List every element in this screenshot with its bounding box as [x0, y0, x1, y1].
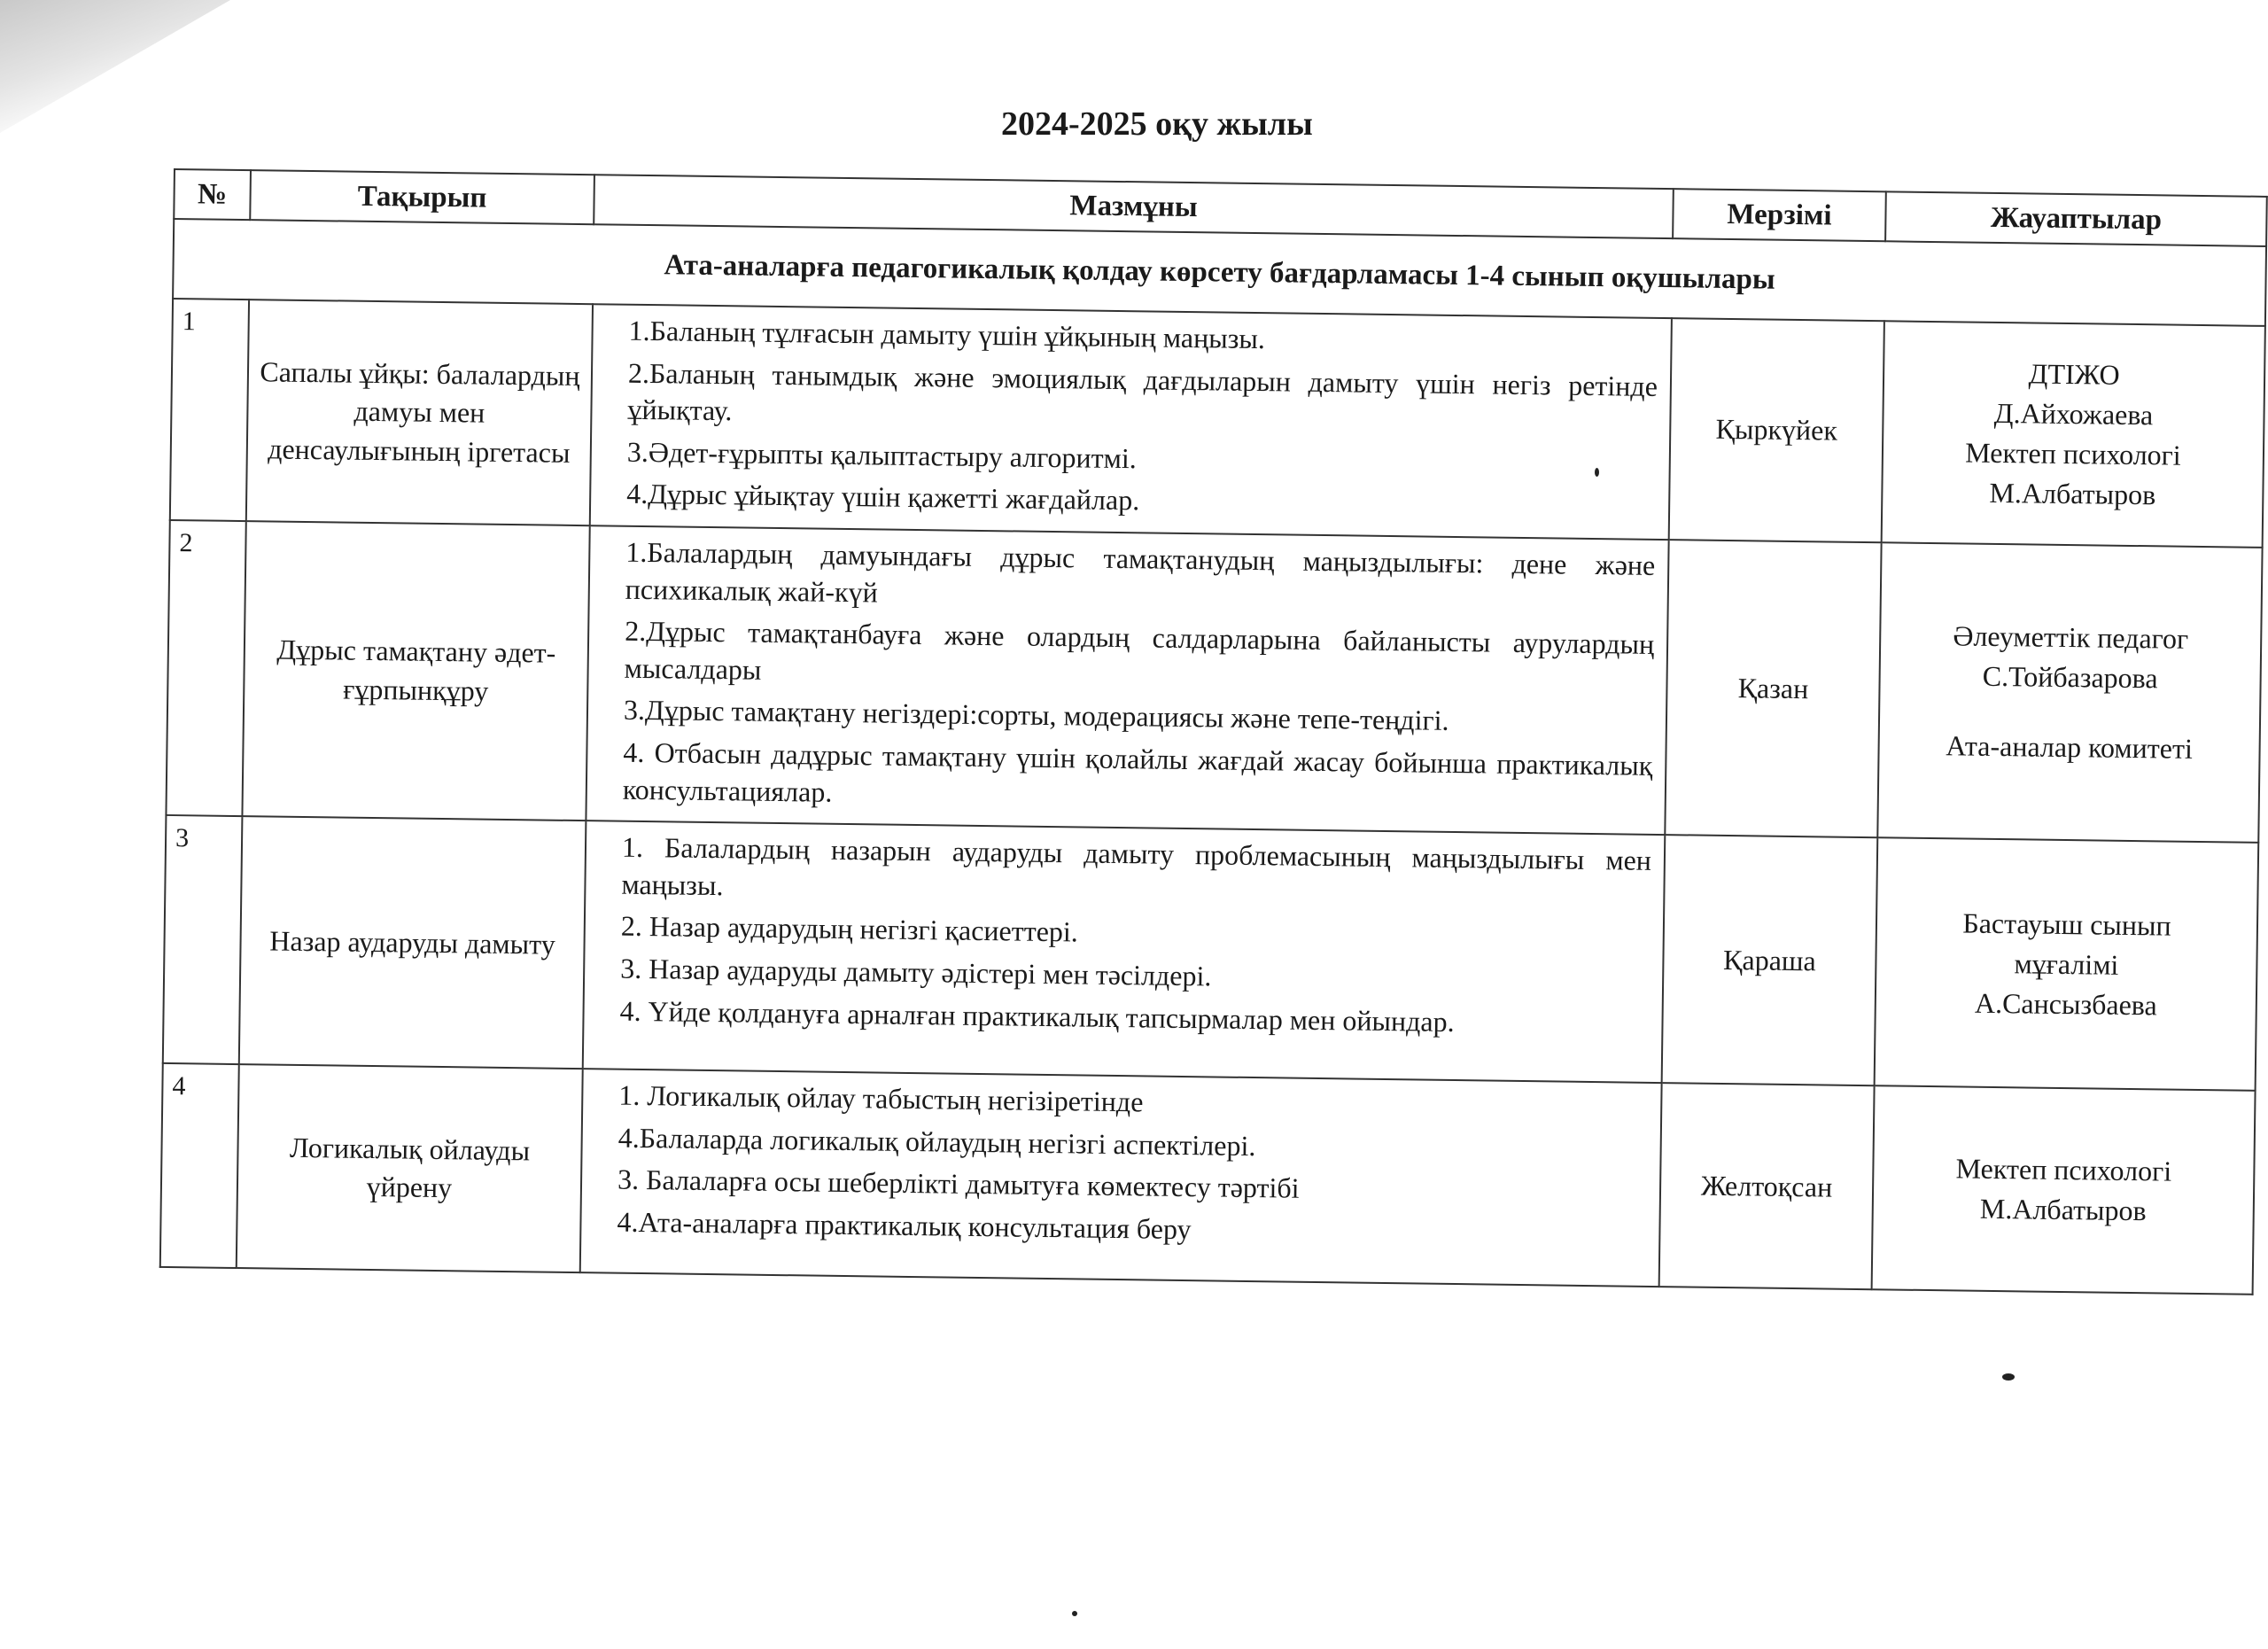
scan-speck: [1072, 1611, 1077, 1616]
row-responsible: [1882, 321, 2265, 548]
content-item: 4. Үйде қолдануға арналған практикалық тапсырмалар мен ойындар.: [619, 994, 1455, 1038]
table-row: [166, 520, 2262, 843]
row-term: Қараша: [1662, 835, 1878, 1085]
row-responsible: [1877, 542, 2262, 843]
section-title: Ата-аналарға педагогикалық қолдау көрсету бағдарламасы 1-4 сынып оқушылары: [173, 219, 2266, 326]
scan-speck: [2002, 1373, 2015, 1381]
content-item: 2. Назар аударудың негізгі қасиеттері.: [620, 909, 1079, 948]
content-item: 1. Балалардың назарын аударуды дамыту проблемасының маңыздылығы мен маңызы.: [621, 830, 1652, 901]
table-row: [170, 299, 2265, 548]
responsible-line: ДТІЖО: [2028, 357, 2120, 392]
responsible-line: М.Албатыров: [1989, 476, 2156, 511]
header-topic: Тақырып: [250, 170, 594, 224]
header-term: Мерзімі: [1673, 189, 1886, 241]
row-topic: Сапалы ұйқы: балалардың дамуы мен денсаулығының іргетасы: [246, 299, 593, 525]
responsible-line: М.Албатыров: [1979, 1192, 2147, 1227]
row-term: Желтоқсан: [1659, 1083, 1875, 1289]
content-item: 4.Ата-аналарға практикалық консультация беру: [617, 1205, 1192, 1246]
content-item: 2.Баланың танымдық және эмоциялық дағдыларын дамыту үшін негіз ретінде ұйықтау.: [627, 356, 1658, 427]
row-term: Қазан: [1665, 540, 1881, 837]
document-title: 2024-2025 оқу жылы: [1001, 105, 1313, 143]
table-row: [163, 815, 2258, 1091]
row-content: [586, 525, 1668, 835]
row-topic: Назар аударуды дамыту: [239, 816, 586, 1069]
responsible-line: Ата-аналар комитеті: [1946, 729, 2194, 765]
header-content: Мазмұны: [594, 175, 1674, 238]
header-num: №: [174, 169, 251, 220]
content-item: 1. Логикалық ойлау табыстың негізіретінде: [618, 1078, 1144, 1118]
row-number: 2: [166, 520, 245, 816]
row-content: [590, 304, 1672, 540]
row-content: [583, 821, 1666, 1083]
header-responsible: Жауаптылар: [1885, 191, 2267, 246]
row-responsible: [1872, 1085, 2256, 1295]
row-number: 4: [160, 1063, 239, 1268]
responsible-line: Д.Айхожаева: [1993, 397, 2154, 432]
responsible-line: Мектеп психологі: [1965, 436, 2181, 471]
content-item: 1.Балалардың дамуындағы дұрыс тамақтанудың маңыздылығы: дене және психикалық жай-күй: [625, 535, 1656, 609]
responsible-line: А.Сансызбаева: [1974, 986, 2157, 1021]
responsible-line: Әлеуметтік педагог: [1953, 619, 2189, 656]
scan-speck: [1595, 468, 1599, 477]
responsible-line: Бастауыш сынып: [1962, 906, 2171, 942]
plan-table: [159, 168, 2268, 1295]
content-item: 2.Дұрыс тамақтанбауға және олардың салдарларына байланысты аурулардың мысалдары: [624, 614, 1655, 686]
content-item: 3.Дұрыс тамақтану негіздері:сорты, модерациясы және тепе-теңдігі.: [623, 694, 1449, 737]
responsible-line: мұғалімі: [2014, 946, 2119, 981]
row-number: 3: [163, 815, 243, 1064]
row-number: 1: [170, 299, 249, 521]
content-item: 3.Әдет-ғұрыпты қалыптастыру алгоритмі.: [626, 435, 1138, 475]
content-item: 3. Назар аударуды дамыту әдістері мен тәсілдері.: [619, 952, 1212, 992]
responsible-line: С.Тойбазарова: [1982, 659, 2158, 695]
responsible-spacer: [1889, 695, 2250, 729]
row-content: [580, 1069, 1662, 1287]
content-item: 1.Баланың тұлғасын дамыту үшін ұйқының маңызы.: [628, 314, 1266, 355]
content-item: 3. Балаларға осы шеберлікті дамытуға көмектесу тәртібі: [617, 1163, 1300, 1205]
row-term: Қыркүйек: [1669, 318, 1884, 542]
content-item: 4. Отбасын дадұрыс тамақтану үшін қолайлы жағдай жасау бойынша практикалық консультациялар.: [622, 735, 1653, 808]
content-item: 4.Дұрыс ұйықтау үшін қажетті жағдайлар.: [626, 478, 1140, 517]
table-row: [160, 1063, 2256, 1295]
plan-sheet: [159, 168, 2266, 1295]
row-responsible: [1875, 837, 2259, 1091]
scan-shadow: [0, 0, 230, 133]
responsible-line: Мектеп психологі: [1955, 1152, 2172, 1187]
content-item: 4.Балаларда логикалық ойлаудың негізгі аспектілері.: [617, 1121, 1256, 1162]
row-topic: Дұрыс тамақтану әдет-ғұрпынқұру: [242, 521, 589, 821]
row-topic: Логикалық ойлауды үйрену: [237, 1064, 583, 1272]
